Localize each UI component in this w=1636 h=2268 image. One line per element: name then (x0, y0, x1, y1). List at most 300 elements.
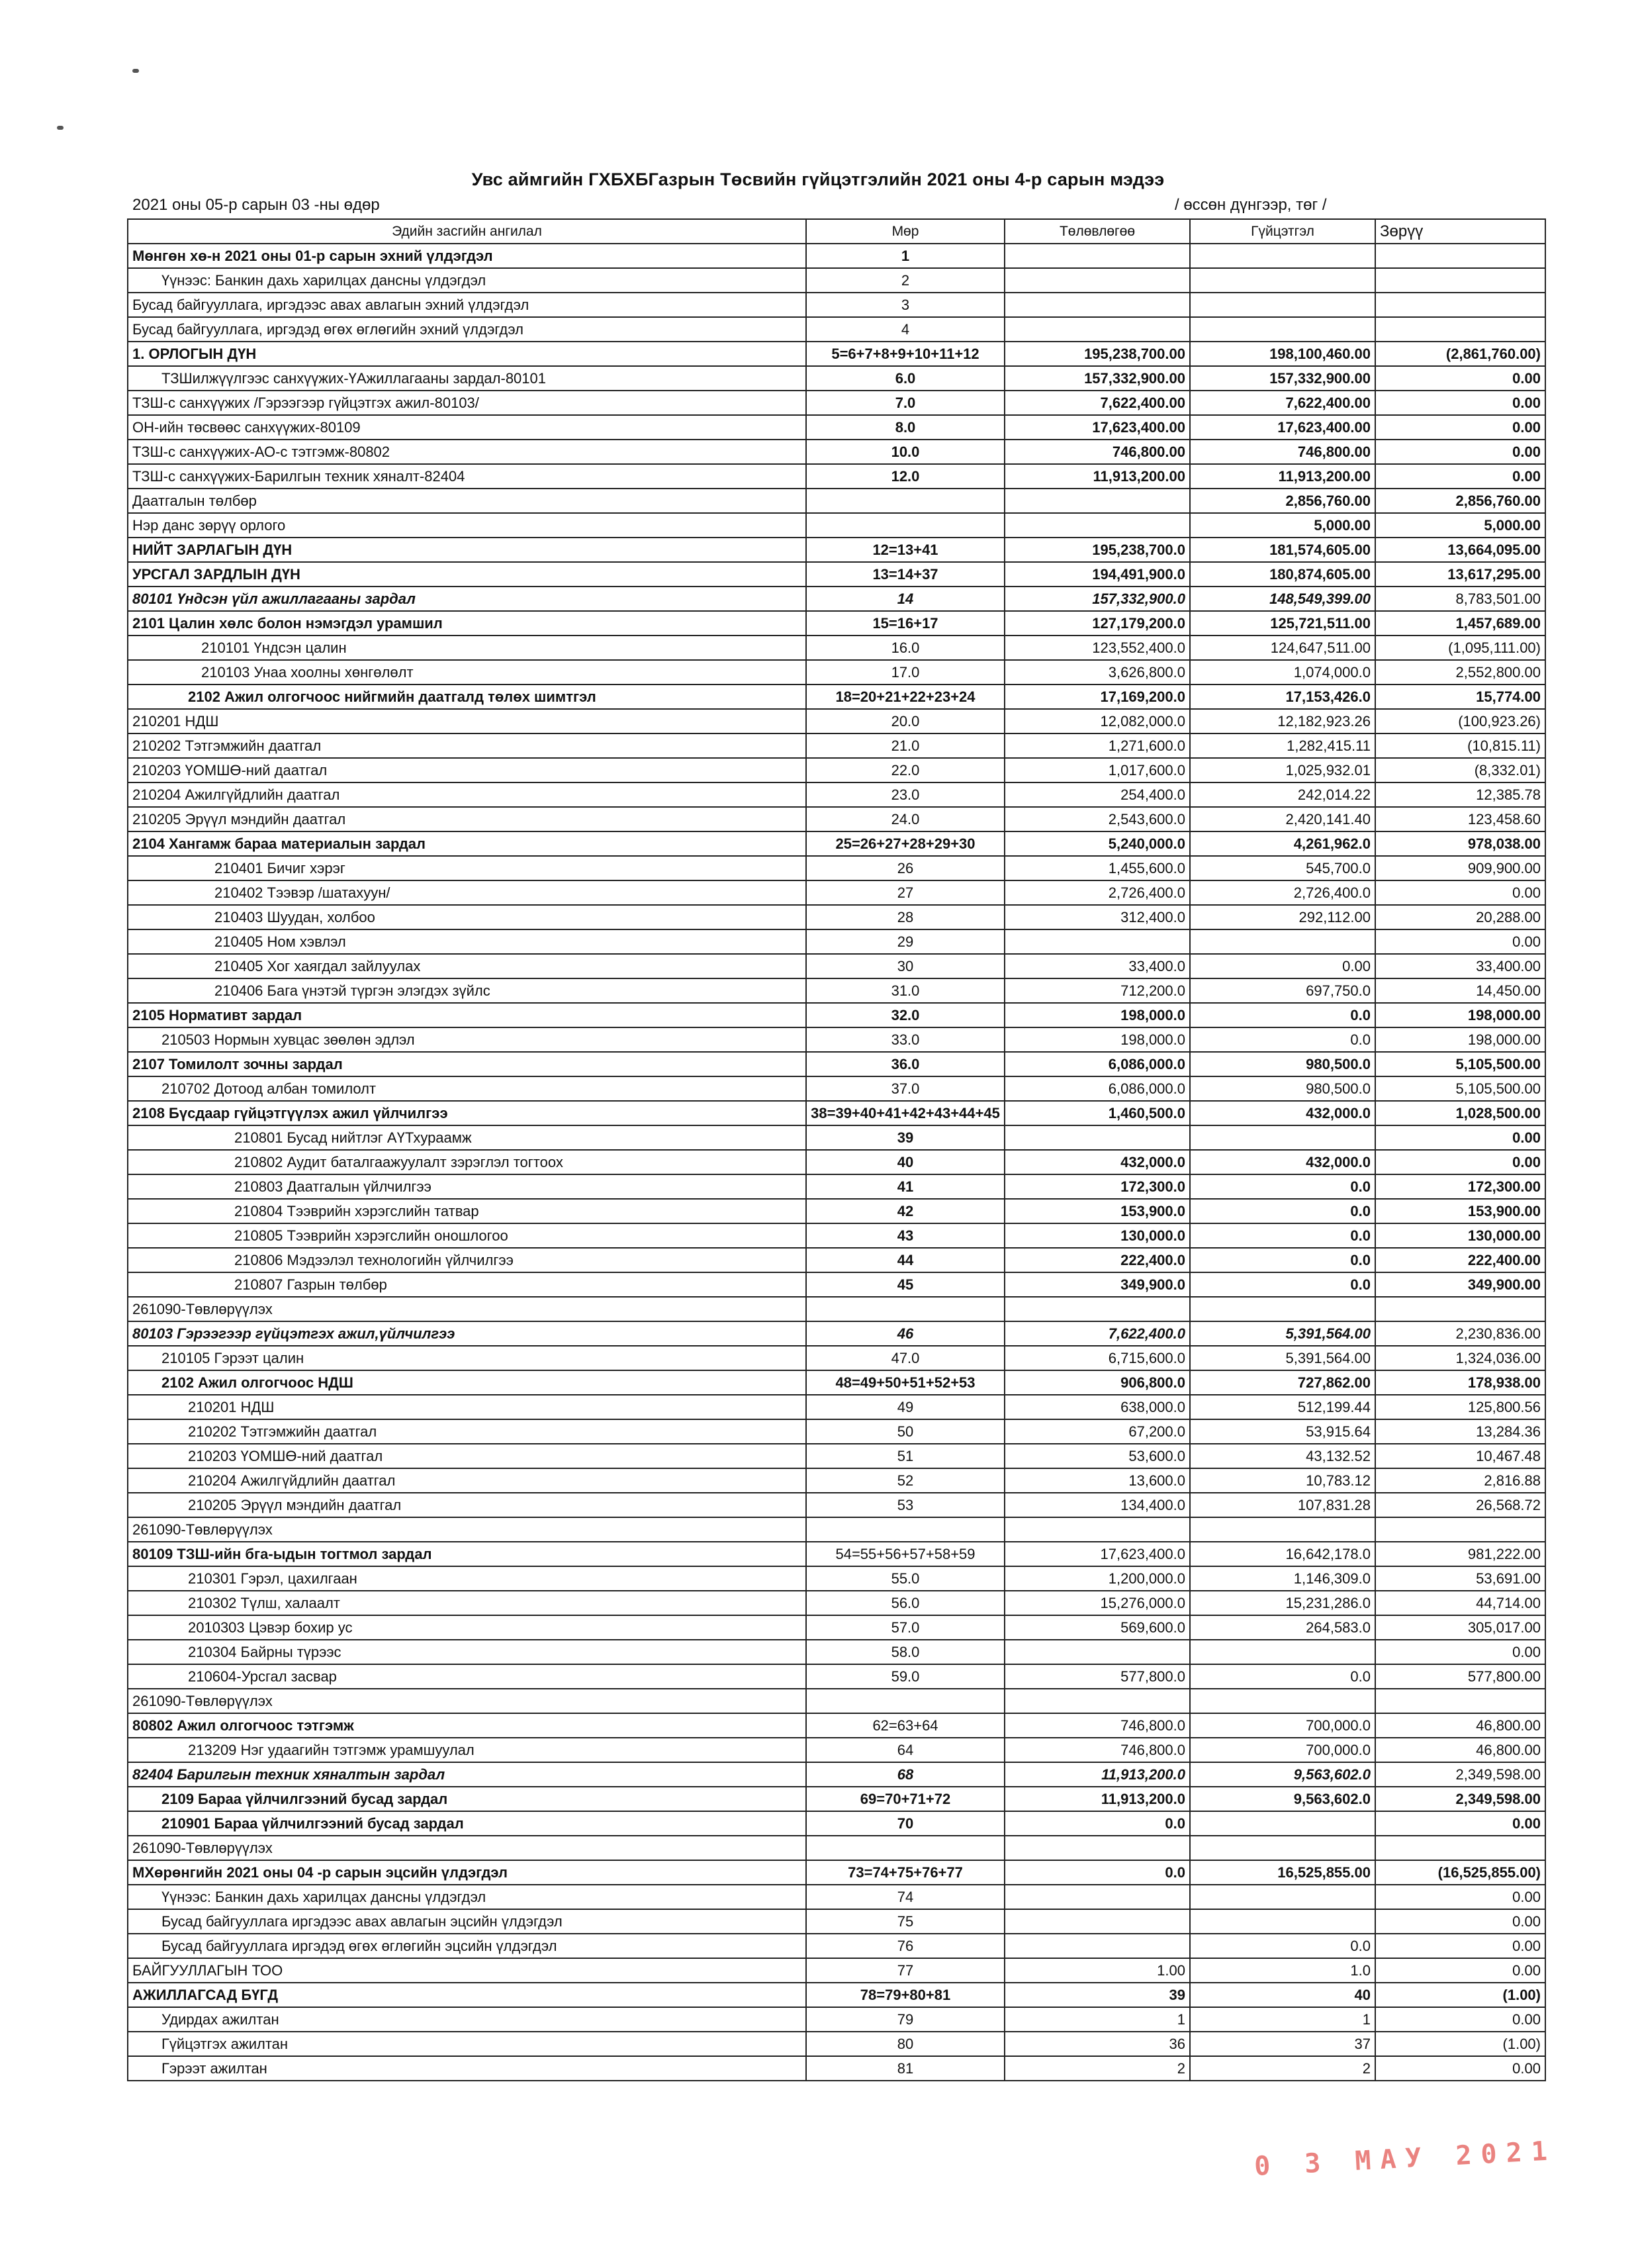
table-cell: 210803 Даатгалын үйлчилгээ (128, 1174, 806, 1199)
table-row (128, 538, 1545, 562)
table-cell: 13,664,095.00 (1375, 538, 1545, 562)
table-cell: 17.0 (806, 660, 1005, 685)
table-cell: 1,460,500.0 (1005, 1101, 1190, 1125)
table-cell: 153,900.0 (1005, 1199, 1190, 1223)
table-cell: 1,017,600.0 (1005, 758, 1190, 782)
table-cell (1005, 1689, 1190, 1713)
table-cell: 80101 Үндсэн үйл ажиллагааны зардал (128, 587, 806, 611)
table-cell: 73=74+75+76+77 (806, 1860, 1005, 1885)
table-cell: 2102 Ажил олгогчоос НДШ (128, 1370, 806, 1395)
table-cell: 59.0 (806, 1664, 1005, 1689)
table-cell (806, 1689, 1005, 1713)
table-cell: 125,721,511.00 (1190, 611, 1375, 636)
table-cell: 210405 Ном хэвлэл (128, 929, 806, 954)
table-cell: 2,856,760.00 (1190, 489, 1375, 513)
table-cell (1005, 1297, 1190, 1321)
scan-speck (57, 126, 64, 130)
table-cell: 27 (806, 880, 1005, 905)
table-row (128, 733, 1545, 758)
table-cell: 12,182,923.26 (1190, 709, 1375, 733)
table-row (128, 1199, 1545, 1223)
table-cell: 0.00 (1375, 1885, 1545, 1909)
table-cell (1375, 293, 1545, 317)
table-cell: 980,500.0 (1190, 1076, 1375, 1101)
table-cell: 700,000.0 (1190, 1713, 1375, 1738)
table-cell: 26 (806, 856, 1005, 880)
table-cell: 39 (806, 1125, 1005, 1150)
table-cell (1005, 293, 1190, 317)
table-cell: Нэр данс зөрүү орлого (128, 513, 806, 538)
table-cell: Мөнгөн хө-н 2021 оны 01-р сарын эхний үлдэгдэл (128, 244, 806, 268)
table-cell: 62=63+64 (806, 1713, 1005, 1738)
table-cell (1005, 244, 1190, 268)
table-cell: 210806 Мэдээлэл технологийн үйлчилгээ (128, 1248, 806, 1272)
table-row (128, 685, 1545, 709)
table-cell: 53,600.0 (1005, 1444, 1190, 1468)
table-row (128, 954, 1545, 978)
table-cell: 5,000.00 (1375, 513, 1545, 538)
table-cell: Удирдах ажилтан (128, 2007, 806, 2032)
table-cell (1375, 244, 1545, 268)
table-cell: 44,714.00 (1375, 1591, 1545, 1615)
table-cell (1375, 1517, 1545, 1542)
table-cell: 0.00 (1190, 954, 1375, 978)
table-cell (1375, 1689, 1545, 1713)
table-row (128, 244, 1545, 268)
column-header: Төлөвлөгөө (1005, 219, 1190, 244)
table-row (128, 1811, 1545, 1836)
table-row (128, 562, 1545, 587)
table-cell: 53,691.00 (1375, 1566, 1545, 1591)
table-cell: 210805 Тээврийн хэрэгслийн оношлогоо (128, 1223, 806, 1248)
table-cell: 261090-Төвлөрүүлэх (128, 1689, 806, 1713)
table-cell: 10.0 (806, 440, 1005, 464)
table-cell: 47.0 (806, 1346, 1005, 1370)
table-row (128, 831, 1545, 856)
table-row (128, 1983, 1545, 2007)
table-cell: БАЙГУУЛЛАГЫН ТОО (128, 1958, 806, 1983)
table-cell: 20,288.00 (1375, 905, 1545, 929)
table-row (128, 1909, 1545, 1934)
table-cell: 210406 Бага үнэтэй түргэн элэгдэх зүйлс (128, 978, 806, 1003)
table-cell (1375, 1836, 1545, 1860)
table-cell: 107,831.28 (1190, 1493, 1375, 1517)
table-cell: 67,200.0 (1005, 1419, 1190, 1444)
table-cell: 0.0 (1190, 1174, 1375, 1199)
table-row (128, 1444, 1545, 1468)
table-cell (1005, 929, 1190, 954)
table-cell: 12.0 (806, 464, 1005, 489)
table-cell: 700,000.0 (1190, 1738, 1375, 1762)
table-cell: 978,038.00 (1375, 831, 1545, 856)
table-row (128, 1052, 1545, 1076)
table-cell: 178,938.00 (1375, 1370, 1545, 1395)
table-cell: 57.0 (806, 1615, 1005, 1640)
table-cell: 5,000.00 (1190, 513, 1375, 538)
table-cell: 2,349,598.00 (1375, 1787, 1545, 1811)
table-cell: 75 (806, 1909, 1005, 1934)
table-cell: 1,146,309.0 (1190, 1566, 1375, 1591)
table-cell: 64 (806, 1738, 1005, 1762)
table-cell (1375, 317, 1545, 342)
table-cell: 0.00 (1375, 1811, 1545, 1836)
table-cell: 4 (806, 317, 1005, 342)
table-cell: 981,222.00 (1375, 1542, 1545, 1566)
table-row (128, 1003, 1545, 1027)
table-row (128, 1517, 1545, 1542)
budget-table (127, 218, 1546, 2081)
table-cell: (2,861,760.00) (1375, 342, 1545, 366)
table-cell (1005, 1125, 1190, 1150)
table-cell: 33.0 (806, 1027, 1005, 1052)
table-cell: ТЗШ-с санхүүжих-АО-с тэтгэмж-80802 (128, 440, 806, 464)
table-cell: 55.0 (806, 1566, 1005, 1591)
date-stamp: 0 3 МАУ 2021 (1253, 2136, 1557, 2182)
table-cell: 1 (1190, 2007, 1375, 2032)
table-row (128, 1125, 1545, 1150)
table-header-row (128, 219, 1545, 244)
table-cell: 8,783,501.00 (1375, 587, 1545, 611)
table-cell: 213209 Нэг удаагийн тэтгэмж урамшуулал (128, 1738, 806, 1762)
table-cell: 1.0 (1190, 1958, 1375, 1983)
table-cell: 0.00 (1375, 1640, 1545, 1664)
table-cell (806, 513, 1005, 538)
table-cell: 180,874,605.00 (1190, 562, 1375, 587)
table-cell (1190, 1297, 1375, 1321)
table-cell: 198,000.0 (1005, 1027, 1190, 1052)
table-cell: 28 (806, 905, 1005, 929)
table-cell: УРСГАЛ ЗАРДЛЫН ДҮН (128, 562, 806, 587)
table-cell: 16,642,178.0 (1190, 1542, 1375, 1566)
report-date: 2021 оны 05-р сарын 03 -ны өдөр (132, 196, 380, 214)
table-cell: 577,800.0 (1005, 1664, 1190, 1689)
table-cell (1005, 489, 1190, 513)
table-cell: 130,000.0 (1005, 1223, 1190, 1248)
table-cell: 36.0 (806, 1052, 1005, 1076)
table-cell: 0.00 (1375, 1958, 1545, 1983)
table-row (128, 587, 1545, 611)
table-cell: 210204 Ажилгүйдлийн даатгал (128, 782, 806, 807)
table-cell: 18=20+21+22+23+24 (806, 685, 1005, 709)
table-row (128, 268, 1545, 293)
table-cell: 2,816.88 (1375, 1468, 1545, 1493)
table-cell: 81 (806, 2056, 1005, 2081)
table-cell: 36 (1005, 2032, 1190, 2056)
table-cell: 1,282,415.11 (1190, 733, 1375, 758)
table-row (128, 1370, 1545, 1395)
table-row (128, 1395, 1545, 1419)
table-cell (1005, 1934, 1190, 1958)
table-row (128, 807, 1545, 831)
table-cell (1190, 1909, 1375, 1934)
table-cell: 2010303 Цэвэр бохир ус (128, 1615, 806, 1640)
table-cell: 432,000.0 (1190, 1150, 1375, 1174)
table-row (128, 1615, 1545, 1640)
table-row (128, 905, 1545, 929)
table-row (128, 1664, 1545, 1689)
table-cell: 2,543,600.0 (1005, 807, 1190, 831)
table-cell: 22.0 (806, 758, 1005, 782)
unit-note: / өссөн дүнгээр, төг / (1175, 196, 1327, 214)
table-cell: 2,856,760.00 (1375, 489, 1545, 513)
table-cell: 4,261,962.0 (1190, 831, 1375, 856)
table-cell: 5=6+7+8+9+10+11+12 (806, 342, 1005, 366)
table-row (128, 2007, 1545, 2032)
table-cell: 2,726,400.0 (1005, 880, 1190, 905)
table-cell: Бусад байгууллага иргэдэд өгөх өглөгийн эцсийн үлдэгдэл (128, 1934, 806, 1958)
table-cell: 432,000.0 (1005, 1150, 1190, 1174)
table-row (128, 1836, 1545, 1860)
table-cell: 1 (1005, 2007, 1190, 2032)
table-cell: 1,025,932.01 (1190, 758, 1375, 782)
table-cell: 980,500.0 (1190, 1052, 1375, 1076)
table-cell: 157,332,900.00 (1190, 366, 1375, 391)
table-cell (806, 489, 1005, 513)
table-row (128, 1076, 1545, 1101)
table-cell: 0.00 (1375, 1125, 1545, 1150)
table-cell (1375, 268, 1545, 293)
table-cell: 5,391,564.00 (1190, 1346, 1375, 1370)
table-cell: 0.0 (1190, 1272, 1375, 1297)
table-cell: 0.00 (1375, 880, 1545, 905)
table-cell: 210304 Байрны түрээс (128, 1640, 806, 1664)
scan-speck (132, 69, 139, 73)
table-cell (1005, 268, 1190, 293)
table-cell: 746,800.0 (1005, 1713, 1190, 1738)
table-cell: 124,647,511.00 (1190, 636, 1375, 660)
table-cell: 38=39+40+41+42+43+44+45 (806, 1101, 1005, 1125)
table-row (128, 464, 1545, 489)
table-cell: 123,458.60 (1375, 807, 1545, 831)
table-cell: Бусад байгууллага, иргэдэд өгөх өглөгийн эхний үлдэгдэл (128, 317, 806, 342)
table-cell (1190, 293, 1375, 317)
table-cell: 261090-Төвлөрүүлэх (128, 1517, 806, 1542)
table-cell: Үүнээс: Банкин дахь харилцах дансны үлдэгдэл (128, 1885, 806, 1909)
table-cell: 194,491,900.0 (1005, 562, 1190, 587)
table-cell: 45 (806, 1272, 1005, 1297)
table-cell: 79 (806, 2007, 1005, 2032)
table-cell: 125,800.56 (1375, 1395, 1545, 1419)
table-row (128, 1027, 1545, 1052)
table-cell: 210201 НДШ (128, 1395, 806, 1419)
table-cell: 82404 Барилгын техник хяналтын зардал (128, 1762, 806, 1787)
table-cell: 0.00 (1375, 2056, 1545, 2081)
table-cell: 0.0 (1005, 1811, 1190, 1836)
table-cell: 292,112.00 (1190, 905, 1375, 929)
table-cell: 2,552,800.00 (1375, 660, 1545, 685)
table-cell: 43,132.52 (1190, 1444, 1375, 1468)
table-cell: ТЗШилжүүлгээс санхүүжих-ҮАжиллагааны зардал-80101 (128, 366, 806, 391)
table-cell: 15=16+17 (806, 611, 1005, 636)
table-cell: 0.0 (1190, 1223, 1375, 1248)
table-cell: 1,457,689.00 (1375, 611, 1545, 636)
table-cell: 0.00 (1375, 391, 1545, 415)
table-cell: 0.00 (1375, 464, 1545, 489)
table-row (128, 1689, 1545, 1713)
table-cell: 46 (806, 1321, 1005, 1346)
table-row (128, 1297, 1545, 1321)
table-cell: 210801 Бусад нийтлэг АҮТхураамж (128, 1125, 806, 1150)
table-cell: 210802 Аудит баталгаажуулалт зэрэглэл тогтоох (128, 1150, 806, 1174)
table-cell: 0.00 (1375, 1909, 1545, 1934)
table-cell: 0.00 (1375, 415, 1545, 440)
table-cell (1005, 1909, 1190, 1934)
table-cell: 26,568.72 (1375, 1493, 1545, 1517)
table-cell (1190, 1640, 1375, 1664)
table-cell: 11,913,200.00 (1005, 464, 1190, 489)
table-cell: 14 (806, 587, 1005, 611)
table-cell: 12,082,000.0 (1005, 709, 1190, 733)
table-cell: 349,900.0 (1005, 1272, 1190, 1297)
table-cell: 1,455,600.0 (1005, 856, 1190, 880)
table-cell: 181,574,605.00 (1190, 538, 1375, 562)
table-row (128, 1468, 1545, 1493)
table-cell: 5,105,500.00 (1375, 1052, 1545, 1076)
table-cell: 172,300.00 (1375, 1174, 1545, 1199)
table-row (128, 440, 1545, 464)
table-cell (1005, 1836, 1190, 1860)
table-cell: 25=26+27+28+29+30 (806, 831, 1005, 856)
table-cell: (100,923.26) (1375, 709, 1545, 733)
table-cell: 2105 Нормативт зардал (128, 1003, 806, 1027)
table-row (128, 1223, 1545, 1248)
table-cell (1190, 1811, 1375, 1836)
table-cell: 0.00 (1375, 1934, 1545, 1958)
table-cell: 2,726,400.0 (1190, 880, 1375, 905)
table-row (128, 1174, 1545, 1199)
table-cell: 13,617,295.00 (1375, 562, 1545, 587)
table-cell: 210503 Нормын хувцас зөөлөн эдлэл (128, 1027, 806, 1052)
table-cell: 198,000.00 (1375, 1003, 1545, 1027)
table-cell: 56.0 (806, 1591, 1005, 1615)
table-cell: 198,100,460.00 (1190, 342, 1375, 366)
table-row (128, 1566, 1545, 1591)
table-cell: 77 (806, 1958, 1005, 1983)
table-cell: 210401 Бичиг хэрэг (128, 856, 806, 880)
table-cell: ОН-ийн төсвөөс санхүүжих-80109 (128, 415, 806, 440)
table-cell: 20.0 (806, 709, 1005, 733)
table-cell: Бусад байгууллага иргэдээс авах авлагын эцсийн үлдэгдэл (128, 1909, 806, 1934)
table-row (128, 1713, 1545, 1738)
table-cell: 33,400.00 (1375, 954, 1545, 978)
table-cell: 0.0 (1005, 1860, 1190, 1885)
table-cell: 210301 Гэрэл, цахилгаан (128, 1566, 806, 1591)
table-row (128, 929, 1545, 954)
table-cell: 7,622,400.00 (1190, 391, 1375, 415)
table-row (128, 636, 1545, 660)
table-cell: 697,750.0 (1190, 978, 1375, 1003)
table-cell: (8,332.01) (1375, 758, 1545, 782)
table-cell: 32.0 (806, 1003, 1005, 1027)
table-cell (1005, 317, 1190, 342)
table-cell: 157,332,900.00 (1005, 366, 1190, 391)
table-cell: 49 (806, 1395, 1005, 1419)
table-cell: 8.0 (806, 415, 1005, 440)
table-cell: ТЗШ-с санхүүжих-Барилгын техник хяналт-82404 (128, 464, 806, 489)
table-cell: 909,900.00 (1375, 856, 1545, 880)
table-cell: 195,238,700.00 (1005, 342, 1190, 366)
table-cell: 69=70+71+72 (806, 1787, 1005, 1811)
table-cell: 17,623,400.00 (1190, 415, 1375, 440)
table-cell (806, 1836, 1005, 1860)
table-cell: 13=14+37 (806, 562, 1005, 587)
table-cell: 16,525,855.00 (1190, 1860, 1375, 1885)
table-cell: 127,179,200.0 (1005, 611, 1190, 636)
table-cell: 0.0 (1190, 1003, 1375, 1027)
table-row (128, 1346, 1545, 1370)
table-cell: 5,391,564.00 (1190, 1321, 1375, 1346)
table-cell: 727,862.00 (1190, 1370, 1375, 1395)
table-cell: 210807 Газрын төлбөр (128, 1272, 806, 1297)
table-cell: 1,271,600.0 (1005, 733, 1190, 758)
table-cell: 305,017.00 (1375, 1615, 1545, 1640)
table-cell: 15,231,286.0 (1190, 1591, 1375, 1615)
table-cell: 1,324,036.00 (1375, 1346, 1545, 1370)
table-row (128, 1101, 1545, 1125)
table-cell: 50 (806, 1419, 1005, 1444)
table-cell: 30 (806, 954, 1005, 978)
table-cell: 10,467.48 (1375, 1444, 1545, 1468)
table-row (128, 317, 1545, 342)
table-cell: 210702 Дотоод албан томилолт (128, 1076, 806, 1101)
table-cell: 9,563,602.0 (1190, 1762, 1375, 1787)
table-cell: 6,715,600.0 (1005, 1346, 1190, 1370)
table-row (128, 1272, 1545, 1297)
table-cell: 7,622,400.00 (1005, 391, 1190, 415)
table-cell: 78=79+80+81 (806, 1983, 1005, 2007)
table-cell: 210403 Шуудан, холбоо (128, 905, 806, 929)
table-cell: 906,800.0 (1005, 1370, 1190, 1395)
table-cell: 1. ОРЛОГЫН ДҮН (128, 342, 806, 366)
table-cell: 1,028,500.00 (1375, 1101, 1545, 1125)
table-cell: 17,169,200.0 (1005, 685, 1190, 709)
table-cell: 198,000.0 (1005, 1003, 1190, 1027)
table-cell: 264,583.0 (1190, 1615, 1375, 1640)
table-cell: 210204 Ажилгүйдлийн даатгал (128, 1468, 806, 1493)
table-cell: 638,000.0 (1005, 1395, 1190, 1419)
table-cell: 2,420,141.40 (1190, 807, 1375, 831)
table-cell: 2107 Томилолт зочны зардал (128, 1052, 806, 1076)
table-cell (806, 1297, 1005, 1321)
table-cell: 7,622,400.0 (1005, 1321, 1190, 1346)
table-row (128, 1640, 1545, 1664)
table-cell: 54=55+56+57+58+59 (806, 1542, 1005, 1566)
column-header: Зөрүү (1375, 219, 1545, 244)
table-cell: 53 (806, 1493, 1005, 1517)
table-cell: 17,153,426.0 (1190, 685, 1375, 709)
table-cell: 2 (1005, 2056, 1190, 2081)
table-row (128, 391, 1545, 415)
table-cell: 746,800.00 (1190, 440, 1375, 464)
table-cell: 3 (806, 293, 1005, 317)
table-cell: 134,400.0 (1005, 1493, 1190, 1517)
table-cell: 46,800.00 (1375, 1713, 1545, 1738)
table-cell: 0.0 (1190, 1199, 1375, 1223)
table-cell: АЖИЛЛАГСАД БҮГД (128, 1983, 806, 2007)
table-cell: 11,913,200.0 (1005, 1787, 1190, 1811)
table-cell: 1.00 (1005, 1958, 1190, 1983)
table-cell (1190, 1836, 1375, 1860)
table-cell: (1.00) (1375, 1983, 1545, 2007)
table-cell: 12=13+41 (806, 538, 1005, 562)
table-cell (1190, 1689, 1375, 1713)
table-cell: 210604-Урсгал засвар (128, 1664, 806, 1689)
table-cell: МХөрөнгийн 2021 оны 04 -р сарын эцсийн үлдэгдэл (128, 1860, 806, 1885)
table-cell: ТЗШ-с санхүүжих /Гэрээгээр гүйцэтгэх ажил-80103/ (128, 391, 806, 415)
table-cell (1005, 1640, 1190, 1664)
table-cell: 2104 Хангамж бараа материалын зардал (128, 831, 806, 856)
table-row (128, 758, 1545, 782)
